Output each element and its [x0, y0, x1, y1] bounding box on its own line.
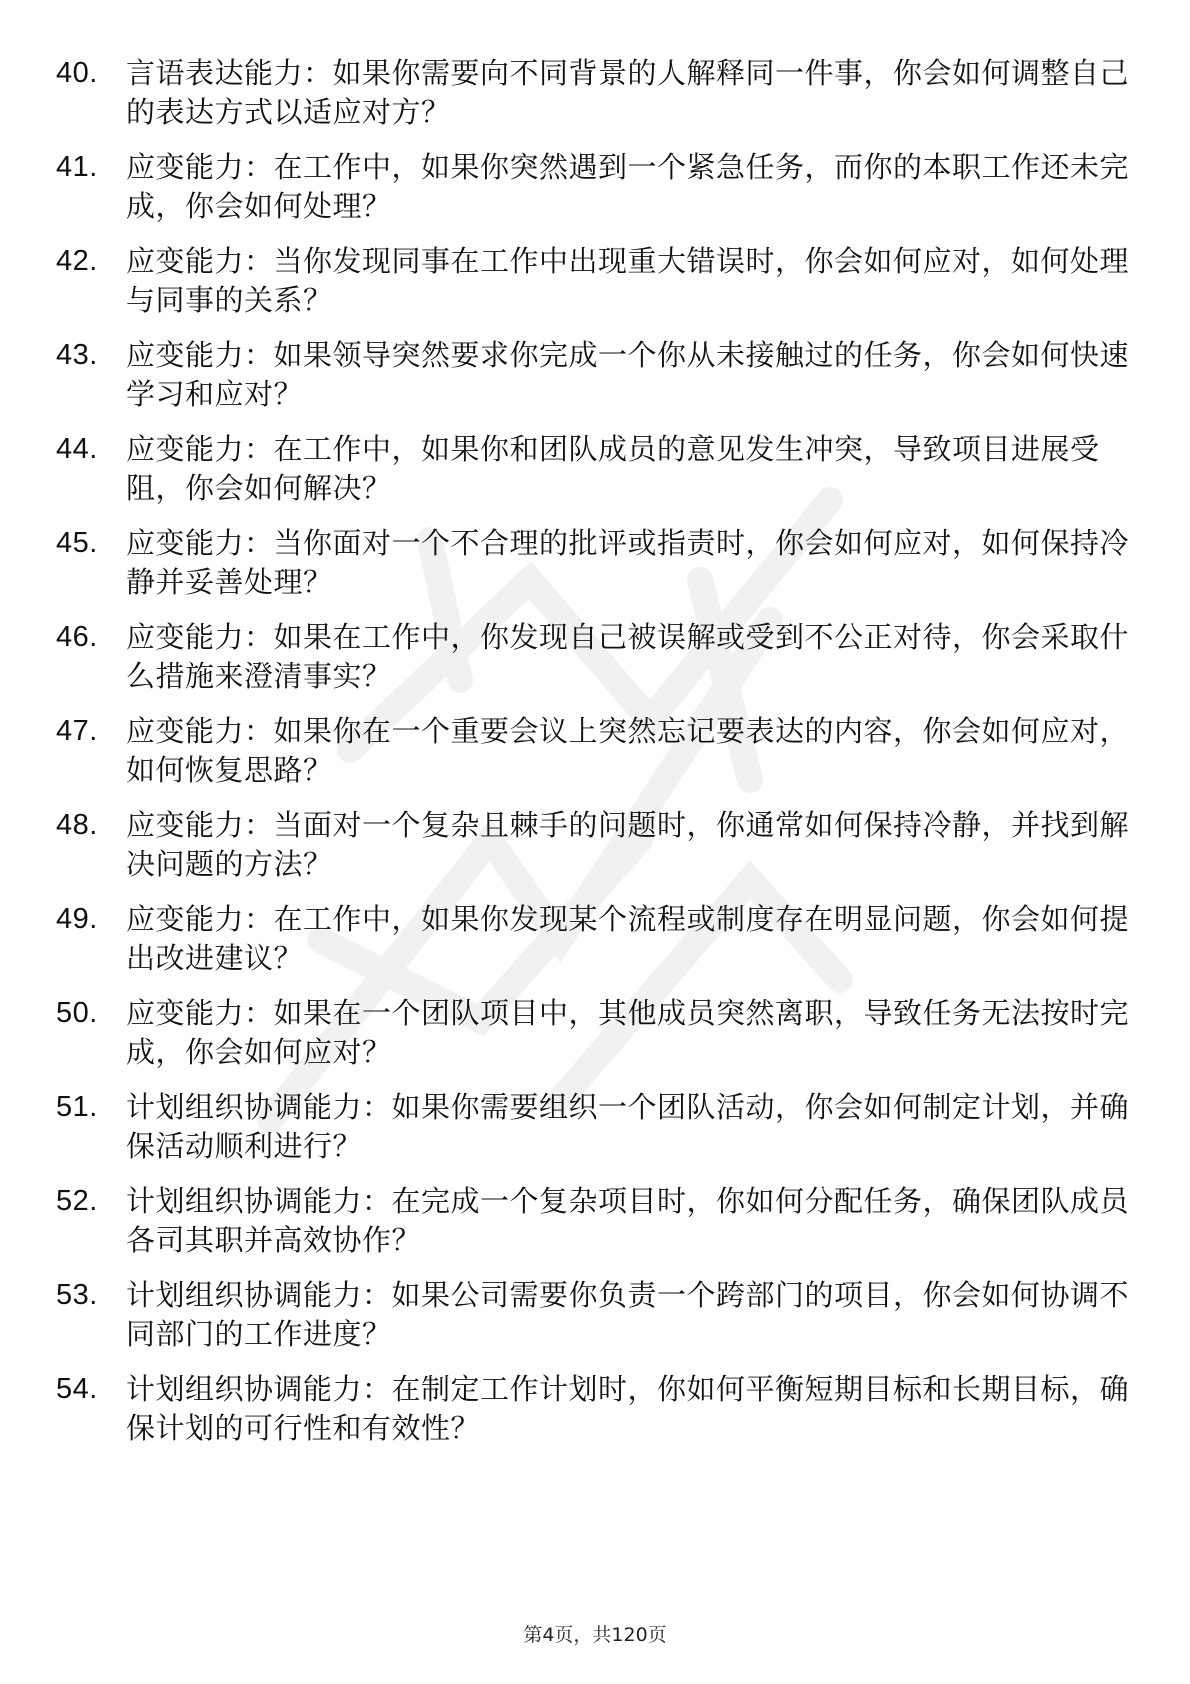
question-number: 47. — [56, 715, 98, 747]
question-item — [56, 1276, 1136, 1354]
question-text: 应变能力：如果在一个团队项目中，其他成员突然离职，导致任务无法按时完成，你会如何应对？ — [126, 996, 1130, 1069]
question-item — [56, 1088, 1136, 1166]
question-item — [56, 806, 1136, 884]
question-item — [56, 618, 1136, 696]
question-text: 计划组织协调能力：如果公司需要你负责一个跨部门的项目，你会如何协调不同部门的工作进度？ — [126, 1278, 1130, 1351]
question-number: 41. — [56, 151, 98, 183]
question-text: 应变能力：当你发现同事在工作中出现重大错误时，你会如何应对，如何处理与同事的关系？ — [126, 244, 1130, 317]
question-number: 53. — [56, 1279, 98, 1311]
question-text: 计划组织协调能力：在完成一个复杂项目时，你如何分配任务，确保团队成员各司其职并高效协作？ — [126, 1184, 1130, 1257]
question-number: 43. — [56, 339, 98, 371]
question-text: 计划组织协调能力：如果你需要组织一个团队活动，你会如何制定计划，并确保活动顺利进行？ — [126, 1090, 1130, 1163]
question-item — [56, 1182, 1136, 1260]
question-number: 49. — [56, 903, 98, 935]
question-text: 应变能力：如果领导突然要求你完成一个你从未接触过的任务，你会如何快速学习和应对？ — [126, 338, 1130, 411]
question-item — [56, 712, 1136, 790]
page-footer — [0, 1620, 1190, 1647]
question-text: 应变能力：当你面对一个不合理的批评或指责时，你会如何应对，如何保持冷静并妥善处理？ — [126, 526, 1130, 599]
question-number: 44. — [56, 433, 98, 465]
question-text: 应变能力：如果你在一个重要会议上突然忘记要表达的内容，你会如何应对，如何恢复思路？ — [126, 714, 1130, 787]
question-item — [56, 1370, 1136, 1448]
question-item — [56, 54, 1136, 132]
question-number: 54. — [56, 1373, 98, 1405]
question-item — [56, 148, 1136, 226]
question-number: 48. — [56, 809, 98, 841]
question-number: 40. — [56, 57, 98, 89]
question-item — [56, 430, 1136, 508]
question-number: 45. — [56, 527, 98, 559]
page-number-label: 第4页，共120页 — [523, 1624, 667, 1646]
question-text: 应变能力：如果在工作中，你发现自己被误解或受到不公正对待，你会采取什么措施来澄清事实？ — [126, 620, 1130, 693]
question-item — [56, 900, 1136, 978]
question-text: 言语表达能力：如果你需要向不同背景的人解释同一件事，你会如何调整自己的表达方式以适应对方？ — [126, 56, 1130, 129]
question-text: 计划组织协调能力：在制定工作计划时，你如何平衡短期目标和长期目标，确保计划的可行性和有效性？ — [126, 1372, 1130, 1445]
question-text: 应变能力：当面对一个复杂且棘手的问题时，你通常如何保持冷静，并找到解决问题的方法？ — [126, 808, 1130, 881]
question-number: 50. — [56, 997, 98, 1029]
question-number: 42. — [56, 245, 98, 277]
question-item — [56, 994, 1136, 1072]
question-text: 应变能力：在工作中，如果你发现某个流程或制度存在明显问题，你会如何提出改进建议？ — [126, 902, 1130, 975]
question-number: 46. — [56, 621, 98, 653]
question-number: 51. — [56, 1091, 98, 1123]
question-list — [56, 54, 1136, 1464]
question-text: 应变能力：在工作中，如果你突然遇到一个紧急任务，而你的本职工作还未完成，你会如何处理？ — [126, 150, 1130, 223]
question-item — [56, 524, 1136, 602]
question-number: 52. — [56, 1185, 98, 1217]
question-text: 应变能力：在工作中，如果你和团队成员的意见发生冲突，导致项目进展受阻，你会如何解决？ — [126, 432, 1100, 505]
question-item — [56, 336, 1136, 414]
question-item — [56, 242, 1136, 320]
